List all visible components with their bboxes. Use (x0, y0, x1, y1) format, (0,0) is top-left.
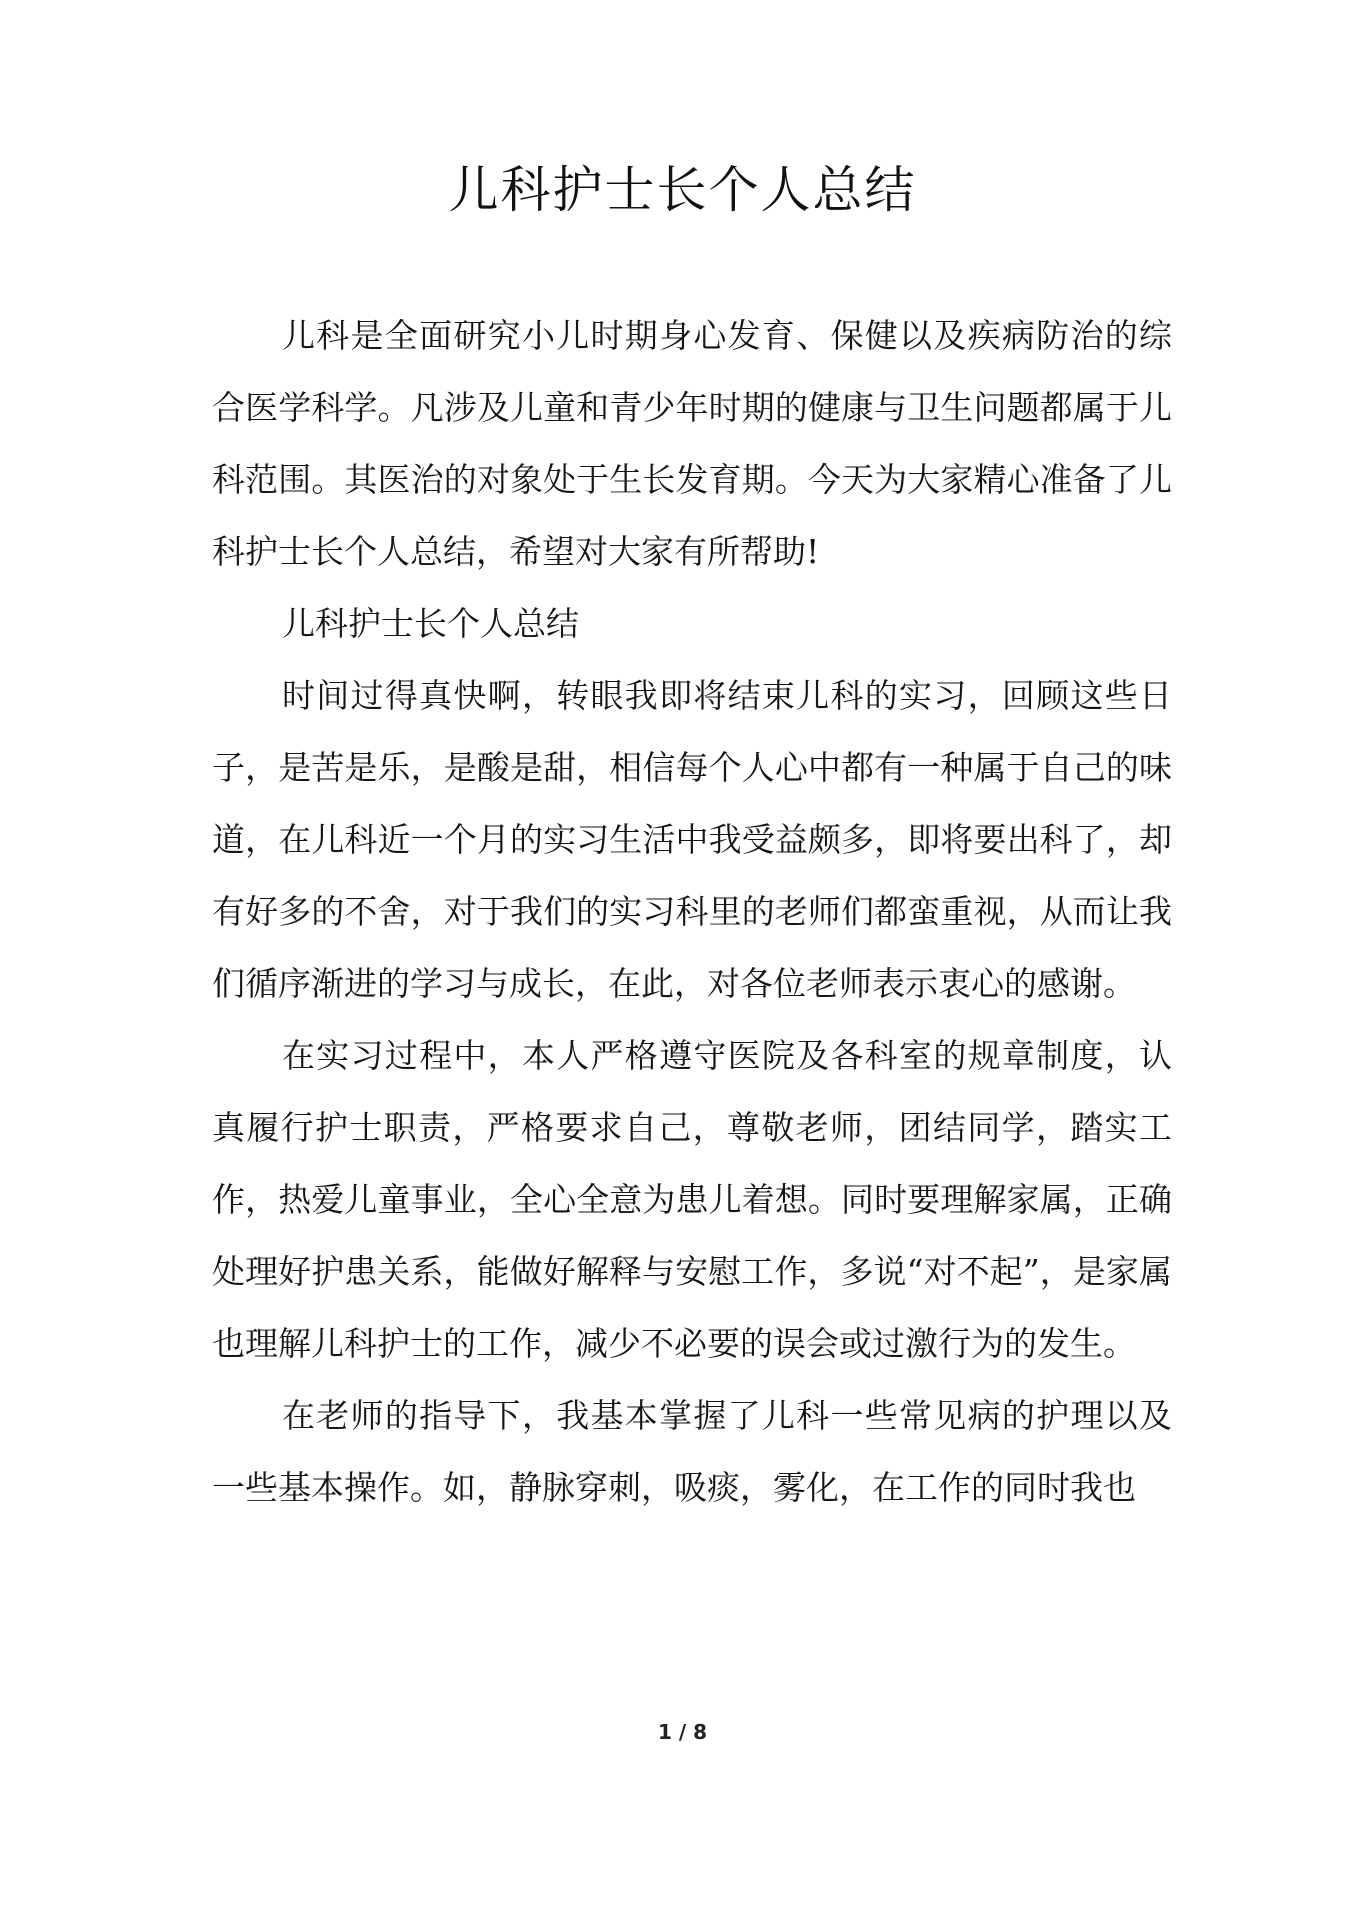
page-number: 1 / 8 (657, 1720, 708, 1744)
paragraph-reflection: 时间过得真快啊，转眼我即将结束儿科的实习，回顾这些日子，是苦是乐，是酸是甜，相信每个人心中都有一种属于自己的味道，在儿科近一个月的实习生活中我受益颇多，即将要出科了，却有好多的不舍，对于我们的实习科里的老师们都蛮重视，从而让我们循序渐进的学习与成长，在此，对各位老师表示衷心的感谢。 (212, 676, 1172, 1003)
paragraph-subtitle: 儿科护士长个人总结 (282, 604, 579, 643)
paragraph-conduct: 在实习过程中，本人严格遵守医院及各科室的规章制度，认真履行护士职责，严格要求自己，尊敬老师，团结同学，踏实工作，热爱儿童事业，全心全意为患儿着想。同时要理解家属，正确处理好护患关系，能做好解释与安慰工作，多说“对不起”，是家属也理解儿科护士的工作，减少不必要的误会或过激行为的发生。 (212, 1036, 1172, 1363)
paragraph-intro: 儿科是全面研究小儿时期身心发育、保健以及疾病防治的综合医学科学。凡涉及儿童和青少年时期的健康与卫生问题都属于儿科范围。其医治的对象处于生长发育期。今天为大家精心准备了儿科护士长个人总结，希望对大家有所帮助! (212, 316, 1172, 571)
paragraph-skills: 在老师的指导下，我基本掌握了儿科一些常见病的护理以及一些基本操作。如，静脉穿刺，吸痰，雾化，在工作的同时我也 (212, 1396, 1172, 1507)
document-title: 儿科护士长个人总结 (448, 161, 917, 219)
document-body (212, 300, 1172, 1524)
